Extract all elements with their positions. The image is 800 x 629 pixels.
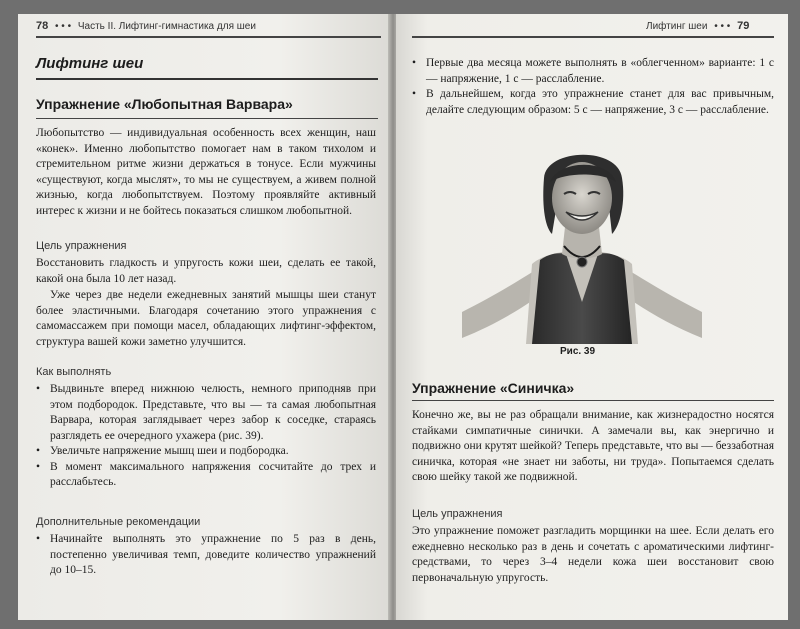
exercise-rule-varvara <box>36 118 378 119</box>
exercise-title-varvara: Упражнение «Любопытная Варвара» <box>36 96 293 112</box>
exercise-title-sinichka: Упражнение «Синичка» <box>412 380 575 396</box>
left-header-rule <box>36 36 381 38</box>
sinichka-intro: Конечно же, вы не раз обращали внимание, как жизнерадостно носятся стайками симпатичные синички. А замечали вы, как энергично и подвижно они крутят шейкой? Теперь представьте, что вы — беззаботная синичка, которая «не знает ни заботы, ни труда». Попытаемся сделать свою шейку такой же подвижной. <box>412 409 774 483</box>
list-item: • Увеличьте напряжение мышц шеи и подбородка. <box>36 444 376 460</box>
right-page-number: 79 <box>737 20 750 32</box>
left-part-title: Часть II. Лифтинг-гимнастика для шеи <box>77 21 256 32</box>
list-item: • В момент максимального напряжения сосчитайте до трех и расслабьтесь. <box>36 460 376 491</box>
left-running-header <box>36 20 256 32</box>
varvara-extra-heading: Дополнительные рекомендации <box>36 516 201 528</box>
varvara-how-heading: Как выполнять <box>36 366 112 378</box>
chapter-rule <box>36 78 378 80</box>
list-item: • Выдвиньте вперед нижнюю челюсть, немного приподняв при этом подбородок. Представьте, что вы — та самая любопытная Варвара, которая заглядывает через забор к соседке, стараясь разглядеть ее очередного ухажера (рис. 39). <box>36 382 376 444</box>
figure-caption: Рис. 39 <box>560 346 596 357</box>
list-item: • Первые два месяца можете выполнять в «облегченном» варианте: 1 с — напряжение, 1 с — расслабление. <box>412 56 774 87</box>
list-item: • В дальнейшем, когда это упражнение станет для вас привычным, делайте следующим образом: 5 с — напряжение, 3 с — расслабление. <box>412 87 774 118</box>
varvara-how-list <box>36 382 376 491</box>
woman-photo-illustration <box>462 142 702 344</box>
left-header-separator: • • • <box>55 21 72 32</box>
exercise-rule-sinichka <box>412 400 774 401</box>
right-header-separator: • • • <box>714 21 731 32</box>
varvara-goal-heading: Цель упражнения <box>36 240 127 252</box>
list-item: • Начинайте выполнять это упражнение по 5 раз в день, постепенно увеличивая темп, доведите количество упражнений до 10–15. <box>36 532 376 579</box>
chapter-title: Лифтинг шеи <box>36 55 144 72</box>
varvara-intro: Любопытство — индивидуальная особенность всех женщин, наш «конек». Именно любопытство помогает нам в таком тихолом и стремительном ритме жизни держаться в тонусе. Если мужчины «существуют, когда мыслят», то мы не существуем, а живем полной жизнью, когда любопытствуем. Поэтому проявляйте активный интерес к жизни и не бойтесь показаться слишком любопытной. <box>36 127 376 217</box>
varvara-extra-list <box>36 532 376 579</box>
right-continued-list <box>412 56 774 118</box>
left-page-number: 78 <box>36 20 49 32</box>
right-section-title: Лифтинг шеи <box>646 21 708 32</box>
figure-39-photo <box>462 142 702 344</box>
right-header-rule <box>412 36 774 38</box>
sinichka-goal-heading: Цель упражнения <box>412 508 503 520</box>
sinichka-goal-text: Это упражнение поможет разгладить морщинки на шее. Если делать его ежедневно несколько раз в день и сочетать с ароматическими лифтинг-средствами, то через 3–4 недели кожа шеи восстановит свою первоначальную упругость. <box>412 525 774 584</box>
varvara-goal-text-2: Уже через две недели ежедневных занятий мышцы шеи станут более эластичными. Благодаря сочетанию этого упражнения с самомассажем при помощи масел, обладающих лифтинг-эффектом, структура вашей кожи заметно улучшится. <box>36 289 376 348</box>
varvara-goal-text: Восстановить гладкость и упругость кожи шеи, сделать ее такой, какой она была 10 лет назад. <box>36 257 376 285</box>
right-running-header <box>646 20 749 32</box>
